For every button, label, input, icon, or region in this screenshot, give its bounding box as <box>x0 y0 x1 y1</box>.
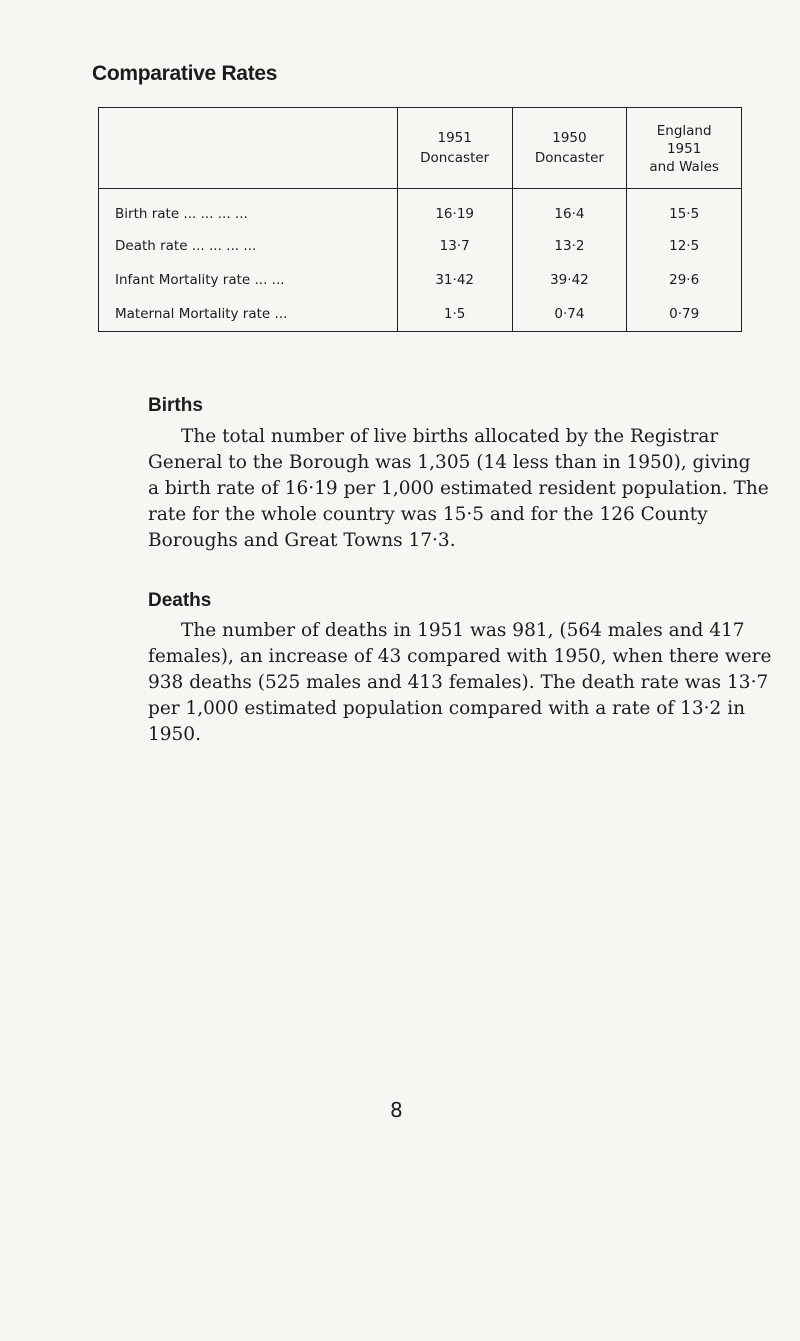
deaths-paragraph <box>148 618 772 748</box>
paragraph-line: rate for the whole country was 15·5 and for the 126 County <box>148 504 708 525</box>
header-year: 1951 <box>437 130 472 146</box>
row-label: Infant Mortality rate ... ... <box>99 263 398 297</box>
table-row <box>99 189 742 230</box>
value-england-wales: 29·6 <box>627 263 742 297</box>
value-1951-doncaster: 16·19 <box>397 189 512 230</box>
row-label: Birth rate ... ... ... ... <box>99 189 398 230</box>
value-1951-doncaster: 1·5 <box>397 297 512 332</box>
paragraph-line: a birth rate of 16·19 per 1,000 estimated resident population. The <box>148 478 769 499</box>
value-1950-doncaster: 16·4 <box>512 189 627 230</box>
header-place-suffix: and Wales <box>649 159 719 175</box>
header-blank <box>99 108 398 189</box>
value-1950-doncaster: 13·2 <box>512 229 627 263</box>
deaths-heading: Deaths <box>148 590 212 611</box>
value-england-wales: 15·5 <box>627 189 742 230</box>
header-year: 1950 <box>552 130 587 146</box>
table-row <box>99 297 742 332</box>
value-1950-doncaster: 39·42 <box>512 263 627 297</box>
value-1951-doncaster: 31·42 <box>397 263 512 297</box>
births-paragraph <box>148 424 769 554</box>
header-place: Doncaster <box>534 150 604 166</box>
row-label: Death rate ... ... ... ... <box>99 229 398 263</box>
paragraph-line: The total number of live births allocated by the Registrar <box>181 426 719 447</box>
value-england-wales: 0·79 <box>627 297 742 332</box>
paragraph-line: Boroughs and Great Towns 17·3. <box>148 530 456 551</box>
header-england-wales-1951 <box>627 108 742 189</box>
paragraph-line: General to the Borough was 1,305 (14 less than in 1950), giving <box>148 452 751 473</box>
comparative-rates-table <box>98 107 742 332</box>
header-1951-doncaster <box>397 108 512 189</box>
value-1950-doncaster: 0·74 <box>512 297 627 332</box>
header-year: 1951 <box>666 141 702 157</box>
table-row <box>99 229 742 263</box>
paragraph-line: females), an increase of 43 compared with 1950, when there were <box>148 646 772 667</box>
paragraph-line: 938 deaths (525 males and 413 females). The death rate was 13·7 <box>148 672 769 693</box>
value-england-wales: 12·5 <box>627 229 742 263</box>
header-place: Doncaster <box>420 150 490 166</box>
page-number: 8 <box>390 1098 403 1122</box>
page-title: Comparative Rates <box>92 62 278 85</box>
paragraph-line: The number of deaths in 1951 was 981, (564 males and 417 <box>181 620 745 641</box>
row-label: Maternal Mortality rate ... <box>99 297 398 332</box>
table-header-row <box>99 108 742 189</box>
paragraph-line: per 1,000 estimated population compared with a rate of 13·2 in <box>148 698 746 719</box>
header-place: England <box>656 123 712 139</box>
table-row <box>99 263 742 297</box>
value-1951-doncaster: 13·7 <box>397 229 512 263</box>
births-heading: Births <box>148 395 203 416</box>
header-1950-doncaster <box>512 108 627 189</box>
paragraph-line: 1950. <box>148 724 201 745</box>
